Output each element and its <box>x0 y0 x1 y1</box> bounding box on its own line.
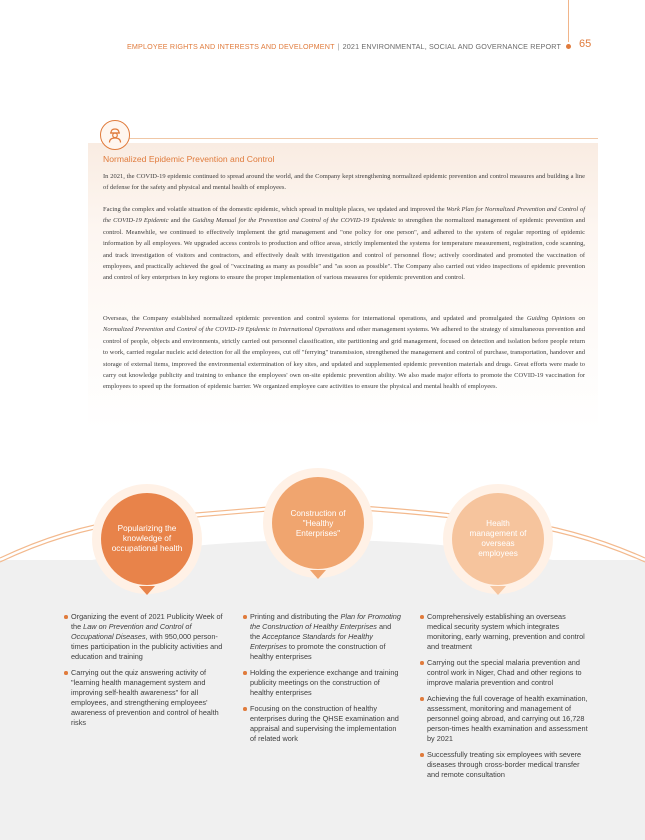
list-item: Carrying out the special malaria prevention and control work in Niger, Chad and other regions to improve malaria prevention and control <box>420 658 590 688</box>
list-item <box>64 612 229 662</box>
list-item: Focusing on the construction of healthy enterprises during the QHSE examination and appraisal and supervising the implementation of related work <box>243 704 403 744</box>
p2-text-a: Facing the complex and volatile situation of the domestic epidemic, which spread in multiple places, we updated and improved the <box>103 206 447 213</box>
header-dot <box>566 44 571 49</box>
circle-overseas-health <box>452 493 544 585</box>
header-report: 2021 ENVIRONMENTAL, SOCIAL AND GOVERNANCE REPORT <box>342 42 561 51</box>
header-rule <box>568 0 569 42</box>
circle-ring-3 <box>443 484 553 594</box>
col1-b1-law-title: Law on Prevention and Control of Occupational Diseases <box>71 622 192 641</box>
section-title: Normalized Epidemic Prevention and Control <box>103 154 275 164</box>
paragraph-1: In 2021, the COVID-19 epidemic continued to spread around the world, and the Company kept strengthening normalized epidemic prevention and control measures and building a line of defense for the safety and physical and mental health of employees. <box>103 173 585 192</box>
paragraph-2 <box>103 204 585 284</box>
page-number: 65 <box>579 38 592 50</box>
col2-b1-standards-title: Acceptance Standards for Healthy Enterprises <box>250 632 373 651</box>
list-item: Comprehensively establishing an overseas medical security system which integrates monitoring, early warning, prevention and control and treatment <box>420 612 590 652</box>
circle-healthy-enterprises <box>272 477 364 569</box>
p2-text-b: and the <box>168 217 193 225</box>
col2-b1-text-a: Printing and distributing the <box>250 612 341 621</box>
list-item: Carrying out the quiz answering activity of "learning health management system and improving self-health awareness" for all employees, and strengthening employees' awareness of prevention and control of health risks <box>64 668 229 728</box>
header-separator: | <box>337 42 340 51</box>
list-item: Successfully treating six employees with severe diseases through cross-border medical transfer and remote consultation <box>420 750 590 780</box>
panel-top-rule <box>127 138 598 139</box>
circle-pointer-2 <box>310 570 326 579</box>
bullet-list-healthy-enterprises <box>243 612 403 750</box>
circle-label-3: Health management of overseas employees <box>469 518 527 559</box>
p2-title-2: Guiding Manual for the Prevention and Control of the COVID-19 Epidemic <box>192 217 396 225</box>
bullet-list-occupational-health <box>64 612 229 734</box>
p3-title-1: Guiding Opinions on Normalized Prevention and Control of the COVID-19 Epidemic in International Operations <box>103 315 585 334</box>
col1-b1-text-b: , with 950,000 person-times participation in the publicity activities and education and training <box>71 632 223 661</box>
running-header <box>127 42 561 51</box>
worker-person-icon <box>100 120 130 150</box>
circle-pointer-1 <box>139 586 155 595</box>
circle-occupational-health <box>101 493 193 585</box>
bullet-list-overseas-health <box>420 612 590 786</box>
list-item: Holding the experience exchange and training publicity meetings on the construction of healthy enterprises <box>243 668 403 698</box>
col1-b1-text-a: Organizing the event of 2021 Publicity Week of the <box>71 612 223 631</box>
col2-b1-plan-title: Plan for Promoting the Construction of Healthy Enterprises <box>250 612 401 631</box>
header-section: EMPLOYEE RIGHTS AND INTERESTS AND DEVELOPMENT <box>126 42 335 51</box>
circle-label-1: Popularizing the knowledge of occupational health <box>111 523 183 554</box>
circle-pointer-3 <box>490 586 506 595</box>
circle-ring-1 <box>92 484 202 594</box>
p2-title-1: Work Plan for Normalized Prevention and Control of the COVID-19 Epidemic <box>103 206 585 225</box>
col2-b1-text-c: to promote the construction of healthy enterprises <box>250 642 386 661</box>
circle-ring-2 <box>263 468 373 578</box>
list-item: Achieving the full coverage of health examination, assessment, monitoring and management of personnel going abroad, and carrying out 16,728 person-times health examination and assessment by 2021 <box>420 694 590 744</box>
circle-label-2: Construction of "Healthy Enterprises" <box>290 509 346 539</box>
p3-text-a: Overseas, the Company established normalized epidemic prevention and control systems for international operations, and updated and promulgated the <box>103 315 527 322</box>
p2-text-c: to strengthen the normalized management of epidemic prevention and control. Meanwhile, we continued to effectively implement the grid management and "one policy for one person", and adhered to the system of regular reporting of epidemic information by all employees. We upgraded access controls to production and office areas, strictly implemented the systems for temperature measurement, registration, code scanning, and track investigation of visitors and contractors, and effectively dealt with investigation and control of personnel flow; actively coordinated and promoted the vaccination of employees, and practically achieved the goal of "vaccinating as many as possible" and "as soon as possible". The Company also carried out video inspections of epidemic prevention and control of key enterprises in key regions to ensure the proper implementation of various measures for epidemic prevention and control. <box>103 217 586 282</box>
p3-text-b: and other management systems. We adhered to the strategy of simultaneous prevention and control of people, objects and environments, strictly carried out personnel classification, site partitioning and grid management, focused on detection and isolation before people return to work, carried regular nucleic acid detection for all the employees, cut off "ferrying" transmission, strengthened the management and control of purchase, transportation, handover and storage of external items, improved the environmental extermination of key sites, and updated and supplemented epidemic prevention materials and drugs. Great efforts were made to carry out knowledge publicity and training to enhance the employees' own on-site epidemic prevention ability. We also made major efforts to promote the COVID-19 vaccination for employees to speed up the formation of epidemic barrier. We organized employee care activities to ensure the physical and mental health of employees. <box>103 326 585 391</box>
list-item <box>243 612 403 662</box>
paragraph-3 <box>103 313 585 393</box>
col2-b1-text-b: and the <box>250 622 392 641</box>
